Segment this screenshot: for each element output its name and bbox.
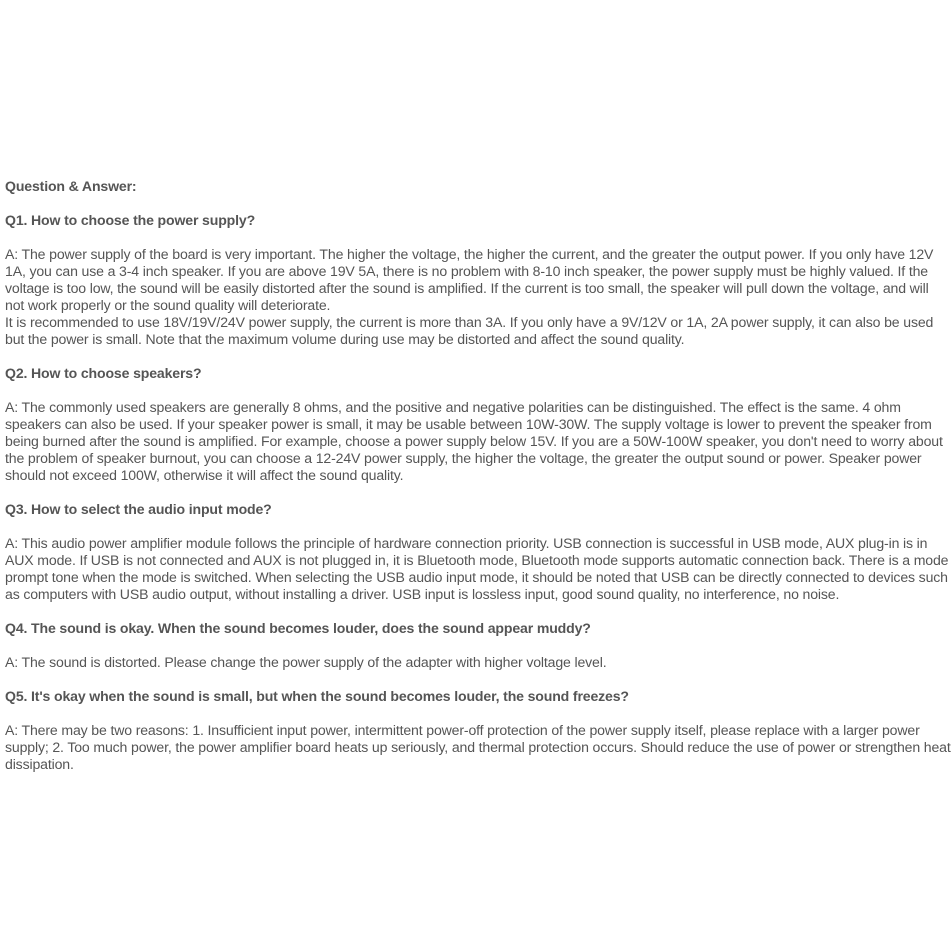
answer-3: A: This audio power amplifier module follows the principle of hardware connection priority. USB connection is successful in USB mode, AUX plug-in is in AUX mode. If USB is not connected and AUX is not plugged in, it is Bluetooth mode, Bluetooth mode supports automatic connection back. There is a mode prompt tone when the mode is switched. When selecting the USB audio input mode, it should be noted that USB can be directly connected to devices such as computers with USB audio output, without installing a driver. USB input is lossless input, good sound quality, no interference, no noise. — [5, 535, 949, 602]
spacer — [5, 671, 951, 688]
spacer — [5, 518, 951, 535]
spacer — [5, 603, 951, 620]
spacer — [5, 195, 951, 212]
page-title: Question & Answer: — [5, 178, 137, 194]
spacer — [5, 484, 951, 501]
qa-document — [5, 178, 951, 773]
answer-1-paragraph-1: A: The power supply of the board is very important. The higher the voltage, the higher the current, and the greater the output power. If you only have 12V 1A, you can use a 3-4 inch speaker. If you are above 19V 5A, there is no problem with 8-10 inch speaker, the power supply must be highly valued. If the voltage is too low, the sound will be easily distorted after the sound is amplified. If the current is too small, the speaker will pull down the voltage, and will not work properly or the sound quality will deteriorate. — [5, 246, 934, 313]
answer-4: A: The sound is distorted. Please change the power supply of the adapter with higher voltage level. — [5, 654, 607, 670]
question-3: Q3. How to select the audio input mode? — [5, 501, 272, 517]
question-5: Q5. It's okay when the sound is small, but when the sound becomes louder, the sound freezes? — [5, 688, 629, 704]
answer-1-paragraph-2: It is recommended to use 18V/19V/24V power supply, the current is more than 3A. If you only have a 9V/12V or 1A, 2A power supply, it can also be used but the power is small. Note that the maximum volume during use may be distorted and affect the sound quality. — [5, 314, 934, 347]
question-4: Q4. The sound is okay. When the sound becomes louder, does the sound appear muddy? — [5, 620, 591, 636]
spacer — [5, 382, 951, 399]
spacer — [5, 705, 951, 722]
spacer — [5, 637, 951, 654]
question-1: Q1. How to choose the power supply? — [5, 212, 256, 228]
question-2: Q2. How to choose speakers? — [5, 365, 202, 381]
answer-2: A: The commonly used speakers are generally 8 ohms, and the positive and negative polarities can be distinguished. The effect is the same. 4 ohm speakers can also be used. If your speaker power is small, it may be usable between 10W-30W. The supply voltage is lower to prevent the speaker from being burned after the sound is amplified. For example, choose a power supply below 15V. If you are a 50W-100W speaker, you don't need to worry about the problem of speaker burnout, you can choose a 12-24V power supply, the higher the voltage, the greater the output sound or power. Speaker power should not exceed 100W, otherwise it will affect the sound quality. — [5, 399, 943, 483]
answer-5: A: There may be two reasons: 1. Insufficient input power, intermittent power-off protection of the power supply itself, please replace with a larger power supply; 2. Too much power, the power amplifier board heats up seriously, and thermal protection occurs. Should reduce the use of power or strengthen heat dissipation. — [5, 722, 951, 772]
spacer — [5, 229, 951, 246]
spacer — [5, 348, 951, 365]
